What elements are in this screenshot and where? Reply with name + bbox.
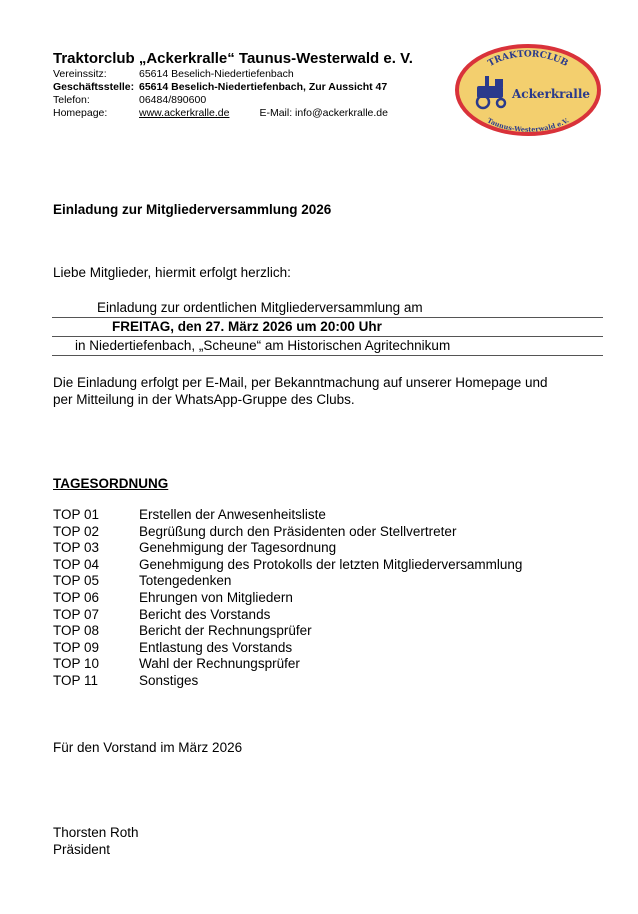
agenda-item-number: TOP 02 <box>53 523 100 539</box>
agenda-item-text: Genehmigung der Tagesordnung <box>139 540 337 556</box>
agenda-item <box>53 656 603 673</box>
homepage-label: Homepage: <box>53 107 108 119</box>
office-label: Geschäftsstelle: <box>53 81 135 93</box>
agenda-item <box>53 640 603 657</box>
logo-emblem <box>453 42 603 137</box>
agenda-item-number: TOP 01 <box>53 507 100 522</box>
agenda-item <box>53 673 603 690</box>
club-title: Traktorclub „Ackerkralle“ Taunus-Westerwald e. V. <box>53 50 413 67</box>
signature-role: Präsident <box>53 841 111 857</box>
agenda-item <box>53 507 603 524</box>
agenda-item-text: Begrüßung durch den Präsidenten oder Stellvertreter <box>139 523 457 539</box>
agenda-item-number: TOP 09 <box>53 639 100 655</box>
agenda-item-number: TOP 07 <box>53 606 100 622</box>
invitation-line-1: Einladung zur ordentlichen Mitgliederversammlung am <box>52 299 603 318</box>
email-text[interactable]: E-Mail: info@ackerkralle.de <box>259 107 388 119</box>
agenda-item <box>53 524 603 541</box>
agenda-item-text: Genehmigung des Protokolls der letzten Mitgliederversammlung <box>139 556 523 572</box>
logo-center-text: Ackerkralle <box>511 87 591 101</box>
agenda-item <box>53 607 603 624</box>
notice-line-1: Die Einladung erfolgt per E-Mail, per Bekanntmachung auf unserer Homepage und <box>53 375 548 390</box>
agenda-item <box>53 573 603 590</box>
agenda-item-number: TOP 10 <box>53 656 100 672</box>
agenda-item-text: Sonstiges <box>139 672 199 688</box>
agenda-item-text: Entlastung des Vorstands <box>139 639 293 655</box>
agenda-item <box>53 623 603 640</box>
invitation-block <box>52 299 603 356</box>
agenda-item-text: Ehrungen von Mitgliedern <box>139 589 293 605</box>
logo-top-text: TRAKTORCLUB <box>486 49 570 69</box>
phone-label: Telefon: <box>53 94 90 106</box>
seat-value: 65614 Beselich-Niedertiefenbach <box>139 68 294 80</box>
agenda-list <box>53 507 603 690</box>
greeting: Liebe Mitglieder, hiermit erfolgt herzlich: <box>53 265 291 280</box>
invitation-location: in Niedertiefenbach, „Scheune“ am Historischen Agritechnikum <box>52 337 603 356</box>
logo-bottom-text: Taunus-Westerwald e.V. <box>485 116 571 134</box>
agenda-title: TAGESORDNUNG <box>53 476 169 491</box>
agenda-item-number: TOP 04 <box>53 556 100 572</box>
seat-label: Vereinssitz: <box>53 68 107 80</box>
agenda-item-number: TOP 03 <box>53 540 100 556</box>
agenda-item-text: Wahl der Rechnungsprüfer <box>139 656 300 672</box>
info-row-phone <box>53 94 423 107</box>
signature-name: Thorsten Roth <box>53 824 139 840</box>
info-row-seat <box>53 68 423 81</box>
notice-line-2: per Mitteilung in der WhatsApp-Gruppe des Clubs. <box>53 392 355 407</box>
club-logo <box>453 42 603 137</box>
agenda-item-text: Bericht des Vorstands <box>139 606 271 622</box>
letterhead-info <box>53 50 423 120</box>
invitation-date: FREITAG, den 27. März 2026 um 20:00 Uhr <box>52 318 603 337</box>
agenda-item-text: Erstellen der Anwesenheitsliste <box>139 507 326 522</box>
agenda-item <box>53 590 603 607</box>
info-row-office <box>53 81 423 94</box>
agenda-item-number: TOP 08 <box>53 623 100 639</box>
document-heading: Einladung zur Mitgliederversammlung 2026 <box>53 202 332 217</box>
office-value: 65614 Beselich-Niedertiefenbach, Zur Aussicht 47 <box>139 81 388 93</box>
agenda-item-number: TOP 05 <box>53 573 100 589</box>
agenda-item-number: TOP 11 <box>53 672 99 688</box>
agenda-item-text: Bericht der Rechnungsprüfer <box>139 623 312 639</box>
agenda-item-text: Totengedenken <box>139 573 232 589</box>
info-row-homepage <box>53 107 423 120</box>
phone-value: 06484/890600 <box>139 94 207 106</box>
closing-line: Für den Vorstand im März 2026 <box>53 739 243 755</box>
signature <box>53 824 603 858</box>
notice <box>53 374 603 408</box>
homepage-link[interactable]: www.ackerkralle.de <box>139 107 230 119</box>
agenda-item <box>53 557 603 574</box>
letterhead <box>53 50 603 137</box>
agenda-item-number: TOP 06 <box>53 589 100 605</box>
agenda-item <box>53 540 603 557</box>
